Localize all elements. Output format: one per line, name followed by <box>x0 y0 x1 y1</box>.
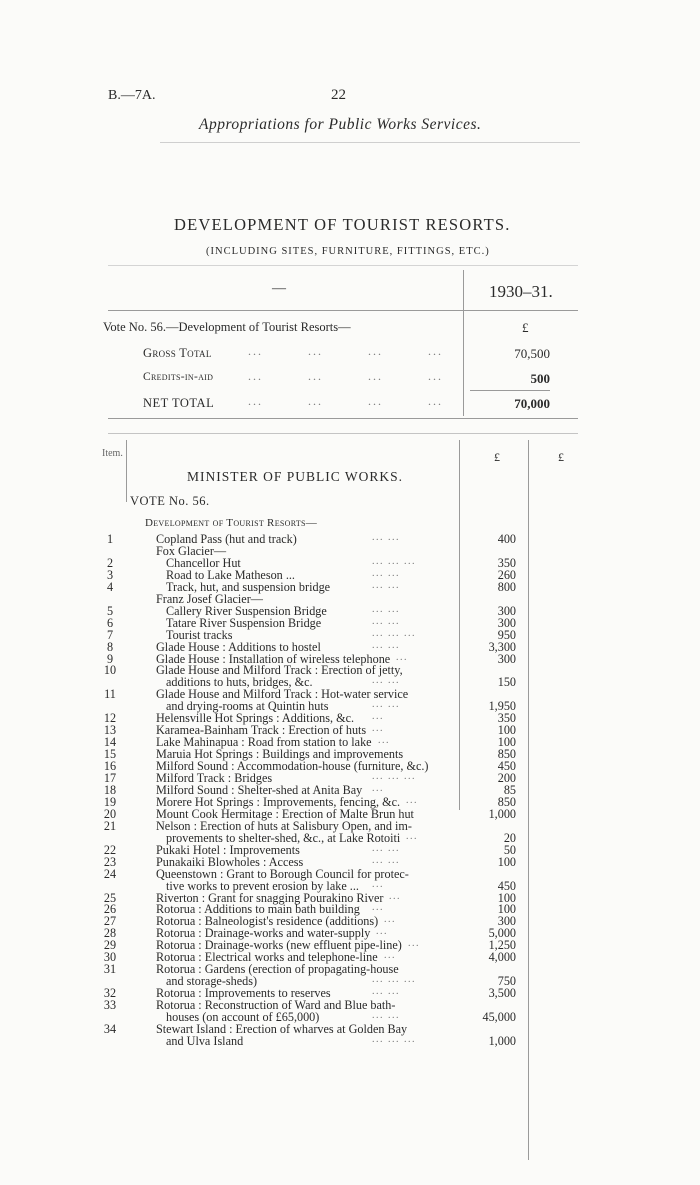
dot-leader: ... <box>372 902 384 914</box>
item-description: Rotorua : Drainage-works (new effluent pipe-line) <box>156 938 402 953</box>
item-number: 21 <box>103 818 117 833</box>
item-amount: 100 <box>497 902 516 917</box>
dot-leader: ... <box>396 651 408 663</box>
item-amount: 1,950 <box>488 699 516 714</box>
item-description: houses (on account of £65,000) <box>166 1010 320 1024</box>
item-description: Pukaki Hotel : Improvements <box>156 842 300 857</box>
dot-leader: ... ... <box>372 639 400 651</box>
item-description: Road to Lake Matheson ... <box>166 567 295 582</box>
item-number: 22 <box>103 842 117 857</box>
item-number: 14 <box>103 735 117 750</box>
item-amount: 450 <box>497 878 516 893</box>
item-description: Milford Sound : Accommodation-house (furniture, &c.) <box>156 759 429 774</box>
item-description: and Ulva Island <box>166 1033 244 1048</box>
currency-col-1: £ <box>494 450 500 464</box>
item-description: Rotorua : Improvements to reserves <box>156 986 331 1001</box>
gross-total-label: Gross Total <box>143 346 212 360</box>
item-amount: 750 <box>497 974 516 989</box>
summary-bottom-rule-2 <box>108 433 578 434</box>
item-description: Rotorua : Gardens (erection of propagating-house <box>156 962 399 977</box>
dot-leader: ... ... <box>372 567 400 579</box>
net-total-label: NET TOTAL <box>143 396 215 410</box>
year-column-rule <box>463 270 464 416</box>
item-amount: 100 <box>497 735 516 750</box>
section-subtitle: (INCLUDING SITES, FURNITURE, FITTINGS, ETC.) <box>206 246 490 257</box>
section-title: DEVELOPMENT OF TOURIST RESORTS. <box>174 215 511 234</box>
item-number: 3 <box>106 567 114 582</box>
item-number: 18 <box>103 782 117 797</box>
item-number: 12 <box>103 711 117 726</box>
item-description: Rotorua : Reconstruction of Ward and Blue bath- <box>156 998 396 1013</box>
item-description: Glade House : Installation of wireless telephone <box>156 651 391 666</box>
item-number: 25 <box>103 890 117 905</box>
currency-col-2: £ <box>558 450 564 464</box>
item-number: 31 <box>103 962 117 977</box>
item-number: 33 <box>103 998 117 1013</box>
group-heading: Development of Tourist Resorts— <box>145 517 318 529</box>
dot-leader: ... ... ... <box>372 1033 416 1045</box>
item-amount: 850 <box>497 794 516 809</box>
dot-leader: ... <box>384 950 396 962</box>
item-description: Glade House and Milford Track : Hot-water service <box>156 687 409 702</box>
item-description: Rotorua : Drainage-works and water-supply <box>156 926 371 941</box>
gross-total-value: 70,500 <box>514 346 550 361</box>
document-code: B.—7A. <box>108 88 156 103</box>
item-description: Rotorua : Electrical works and telephone-line <box>156 950 378 965</box>
item-description: Maruia Hot Springs : Buildings and improvements <box>156 747 404 762</box>
item-amount: 350 <box>497 555 516 570</box>
dot-leader: ... <box>372 723 384 735</box>
item-description: Nelson : Erection of huts at Salisbury Open, and im- <box>156 818 412 833</box>
dot-leader: ... ... <box>372 1010 400 1021</box>
item-amount: 850 <box>497 747 516 762</box>
item-number: 26 <box>103 902 117 917</box>
item-amount: 3,300 <box>488 639 516 654</box>
credits-in-aid-leader: ... ... ... ... <box>248 369 443 383</box>
item-number: 20 <box>103 806 117 821</box>
item-amount: 1,250 <box>488 938 516 953</box>
item-amount: 950 <box>497 627 516 642</box>
item-description: Franz Josef Glacier— <box>156 591 263 606</box>
dot-leader: ... ... ... <box>372 555 416 567</box>
year-dash: — <box>272 281 286 296</box>
item-amount: 450 <box>497 759 516 774</box>
item-number: 15 <box>103 747 117 762</box>
item-description: Copland Pass (hut and track) <box>156 532 297 546</box>
item-amount: 150 <box>497 675 516 690</box>
item-description: additions to huts, bridges, &c. <box>166 675 313 690</box>
item-description: Stewart Island : Erection of wharves at Golden Bay <box>156 1021 408 1036</box>
item-number: 11 <box>104 687 116 702</box>
header-rule <box>160 142 580 143</box>
dot-leader: ... <box>406 794 418 806</box>
dot-leader: ... <box>408 938 420 950</box>
item-description: Riverton : Grant for snagging Pourakino River <box>156 890 384 905</box>
item-amount: 800 <box>497 579 516 594</box>
table-row <box>0 1034 700 1048</box>
item-number: 17 <box>103 771 117 785</box>
item-description: tive works to prevent erosion by lake ... <box>166 878 359 893</box>
item-description: Helensville Hot Springs : Additions, &c. <box>156 711 355 726</box>
item-number: 5 <box>106 603 114 618</box>
item-number: 7 <box>106 627 114 642</box>
dot-leader: ... <box>372 878 384 890</box>
subtitle-rule <box>108 265 578 266</box>
item-amount: 300 <box>497 615 516 630</box>
dot-leader: ... <box>376 926 388 938</box>
dot-leader: ... <box>384 914 396 926</box>
item-amount: 400 <box>497 532 516 546</box>
dot-leader: ... ... <box>372 579 400 591</box>
item-description: Lake Mahinapua : Road from station to lake <box>156 735 372 750</box>
dot-leader: ... ... ... <box>372 974 416 986</box>
item-amount: 85 <box>503 782 516 797</box>
item-number: 2 <box>106 555 114 570</box>
dot-leader: ... ... <box>372 603 400 615</box>
item-description: Morere Hot Springs : Improvements, fencing, &c. <box>156 794 401 809</box>
item-description: Rotorua : Additions to main bath building <box>156 902 360 917</box>
item-amount: 5,000 <box>488 926 516 941</box>
dot-leader: ... <box>378 735 390 747</box>
vote-heading: VOTE No. 56. <box>130 494 210 508</box>
dot-leader: ... <box>406 830 418 842</box>
item-amount: 300 <box>497 603 516 618</box>
dot-leader: ... ... <box>372 699 400 711</box>
item-amount: 300 <box>497 914 516 929</box>
item-number: 30 <box>103 950 117 965</box>
item-amount: 3,500 <box>488 986 516 1001</box>
item-description: Queenstown : Grant to Borough Council for protec- <box>156 866 409 881</box>
item-amount: 45,000 <box>482 1010 516 1024</box>
item-amount: 300 <box>497 651 516 666</box>
item-description: Callery River Suspension Bridge <box>166 603 327 618</box>
dot-leader: ... ... ... <box>372 627 416 639</box>
item-number: 13 <box>103 723 117 738</box>
item-description: provements to shelter-shed, &c., at Lake Rotoiti <box>166 830 401 845</box>
item-description: Glade House : Additions to hostel <box>156 639 321 654</box>
item-description: Glade House and Milford Track : Erection of jetty, <box>156 663 403 678</box>
dot-leader: ... ... <box>372 532 400 543</box>
credits-rule <box>470 390 550 391</box>
item-description: Chancellor Hut <box>166 555 241 570</box>
item-amount: 1,000 <box>488 806 516 821</box>
item-description: Punakaiki Blowholes : Access <box>156 854 304 869</box>
item-description: Milford Sound : Shelter-shed at Anita Bay <box>156 782 363 797</box>
item-number: 16 <box>103 759 117 774</box>
item-description: Tatare River Suspension Bridge <box>166 615 322 630</box>
item-number: 9 <box>106 651 114 666</box>
item-description: Mount Cook Hermitage : Erection of Malte Brun hut <box>156 806 414 821</box>
item-column-rule <box>126 440 127 502</box>
item-number: 8 <box>106 639 114 654</box>
dot-leader: ... <box>372 782 384 794</box>
item-amount: 1,000 <box>488 1033 516 1048</box>
item-description: Fox Glacier— <box>156 543 227 558</box>
net-total-value: 70,000 <box>514 396 550 411</box>
item-amount: 100 <box>497 854 516 869</box>
item-amount: 350 <box>497 711 516 726</box>
item-number: 24 <box>103 866 117 881</box>
item-description: Tourist tracks <box>166 627 233 642</box>
credits-in-aid-label: Credits-in-aid <box>143 371 214 383</box>
page-title: Appropriations for Public Works Services. <box>199 116 482 133</box>
item-description: and storage-sheds) <box>166 974 258 989</box>
item-number: 27 <box>103 914 117 929</box>
item-description: Milford Track : Bridges <box>156 771 273 785</box>
item-amount: 100 <box>497 723 516 738</box>
item-number: 23 <box>103 854 117 869</box>
dot-leader: ... ... <box>372 854 400 866</box>
year-label: 1930–31. <box>489 282 553 301</box>
item-number: 6 <box>106 615 114 630</box>
item-number: 10 <box>103 663 117 678</box>
item-amount: 200 <box>497 771 516 785</box>
item-description: Track, hut, and suspension bridge <box>166 579 331 594</box>
dot-leader: ... ... <box>372 675 400 687</box>
item-description: Rotorua : Balneologist's residence (additions) <box>156 914 379 929</box>
vote-label: Vote No. 56.—Development of Tourist Resorts— <box>103 320 351 334</box>
year-header-rule <box>108 310 578 311</box>
dot-leader: ... ... <box>372 842 400 854</box>
minister-heading: MINISTER OF PUBLIC WORKS. <box>187 469 404 484</box>
item-amount: 100 <box>497 890 516 905</box>
item-header: Item. <box>102 448 123 459</box>
dot-leader: ... ... <box>372 615 400 627</box>
item-amount: 50 <box>503 842 516 857</box>
item-number: 29 <box>103 938 117 953</box>
dot-leader: ... ... <box>372 986 400 998</box>
item-amount: 4,000 <box>488 950 516 965</box>
item-number: 34 <box>103 1021 117 1036</box>
summary-currency: £ <box>522 320 529 335</box>
item-description: and drying-rooms at Quintin huts <box>166 699 329 714</box>
item-number: 1 <box>106 532 114 546</box>
item-description: Karamea-Bainham Track : Erection of huts <box>156 723 367 738</box>
dot-leader: ... <box>372 711 384 723</box>
item-number: 28 <box>103 926 117 941</box>
item-number: 4 <box>106 579 114 594</box>
item-amount: 260 <box>497 567 516 582</box>
summary-bottom-rule <box>108 418 578 419</box>
item-amount: 20 <box>503 830 516 845</box>
dot-leader: ... ... ... <box>372 771 416 782</box>
gross-total-leader: ... ... ... ... <box>248 344 443 358</box>
page-number: 22 <box>331 87 346 103</box>
item-number: 32 <box>103 986 117 1001</box>
credits-in-aid-value: 500 <box>530 371 550 386</box>
dot-leader: ... <box>389 890 401 902</box>
item-number: 19 <box>103 794 117 809</box>
net-total-leader: ... ... ... ... <box>248 394 443 408</box>
